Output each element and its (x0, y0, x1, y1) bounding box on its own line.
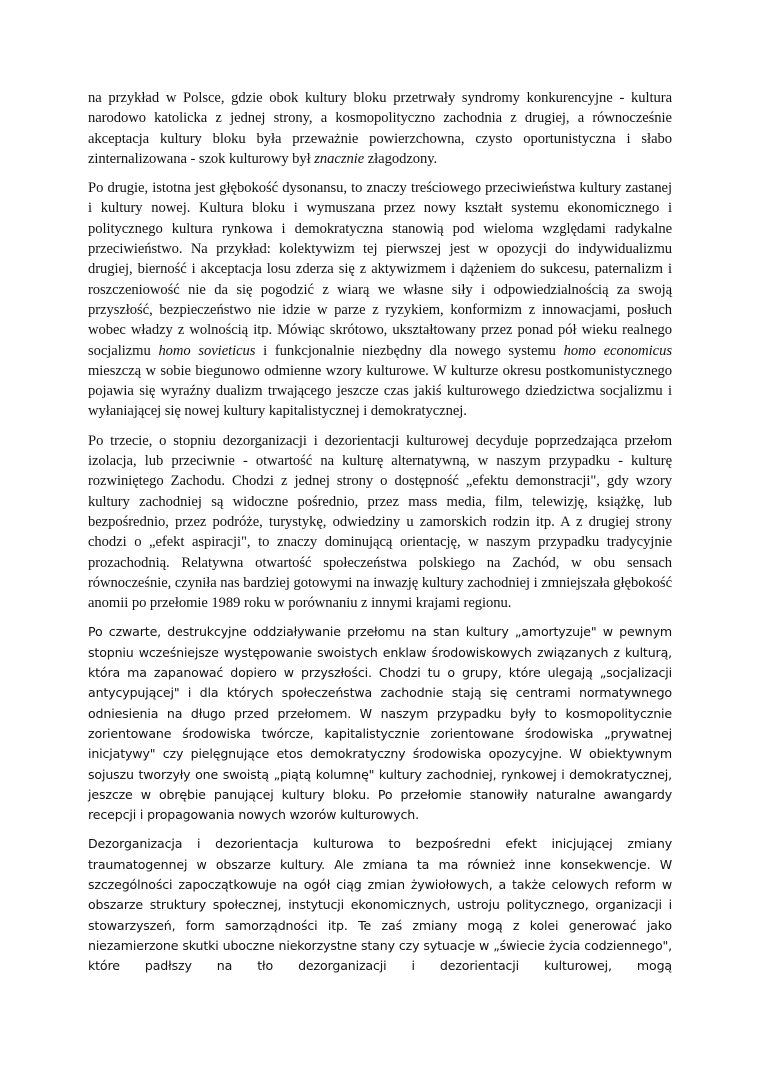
paragraph-2-emphasis-homo-economicus: homo economicus (563, 342, 672, 359)
paragraph-1-text-a: na przykład w Polsce, gdzie obok kultury bloku przetrwały syndromy konkurencyjne - kultura narodowo katolicka z jednej strony, a kosmopolityczno zachodnia z drugiej, a równocześnie akceptacja kultury bloku była przeważnie powierzchowna, czysto oportunistyczna i słabo zinternalizowana - szok kulturowy był (88, 90, 672, 167)
paragraph-2 (88, 178, 672, 422)
document-page (88, 88, 672, 985)
paragraph-2-emphasis-homo-sovieticus: homo sovieticus (158, 342, 256, 359)
paragraph-5: Dezorganizacja i dezorientacja kulturowa to bezpośredni efekt inicjującej zmiany traumatogennej w obszarze kultury. Ale zmiana ta ma również inne konsekwencje. W szczególności zapoczątkowuje na ogół ciąg zmian żywiołowych, a także celowych reform w obszarze struktury społecznej, instytucji ekonomicznych, ustroju politycznego, organizacji i stowarzyszeń, form samorządności itp. Te zaś zmiany mogą z kolei generować jako niezamierzone skutki uboczne niekorzystne stany czy sytuacje w „świecie życia codziennego", które padłszy na tło dezorganizacji i dezorientacji kulturowej, mogą (88, 836, 672, 974)
paragraph-1 (88, 88, 672, 169)
paragraph-2-text-a: Po drugie, istotna jest głębokość dysonansu, to znaczy treściowego przeciwieństwa kultury zastanej i kultury nowej. Kultura bloku i wymuszana przez nowy kształt systemu ekonomicznego i politycznego kultura rynkowa i demokratyczna stanowią pod wieloma względami radykalne przeciwieństwo. Na przykład: kolektywizm tej pierwszej jest w opozycji do indywidualizmu drugiej, bierność i akceptacja losu zderza się z aktywizmem i dążeniem do sukcesu, paternalizm i roszczeniowość nie da się pogodzić z wiarą we własne siły i odpowiedzialnością za swoją przyszłość, bezpieczeństwo nie idzie w parze z ryzykiem, konformizm z innowacjami, posłuch wobec władzy z wolnością itp. Mówiąc skrótowo, ukształtowany przez ponad pół wieku realnego socjalizmu (88, 180, 672, 359)
paragraph-1-emphasis: znacznie (314, 150, 365, 167)
paragraph-2-text-b: i funkcjonalnie niezbędny dla nowego systemu (255, 342, 564, 359)
paragraph-2-text-c: mieszczą w sobie biegunowo odmienne wzory kulturowe. W kulturze okresu postkomunistycznego pojawia się wyraźny dualizm trwającego jeszcze czas jakiś kulturowego dziedzictwa socjalizmu i wyłaniającej się nowej kultury kapitalistycznej i demokratycznej. (88, 362, 672, 420)
paragraph-4: Po czwarte, destrukcyjne oddziaływanie przełomu na stan kultury „amortyzuje" w pewnym stopniu wcześniejsze występowanie swoistych enklaw środowiskowych związanych z kulturą, która ma zapanować dopiero w przyszłości. Chodzi tu o grupy, które ulegają „socjalizacji antycypującej" i dla których społeczeństwa zachodnie stają się centrami normatywnego odniesienia na długo przed przełomem. W naszym przypadku były to kosmopolitycznie zorientowane środowiska twórcze, kapitalistycznie zorientowane środowiska „prywatnej inicjatywy" czy pielęgnujące etos demokratyczny środowiska opozycyjne. W obiektywnym sojuszu tworzyły one swoistą „piątą kolumnę" kultury zachodniej, rynkowej i demokratycznej, jeszcze w obrębie panującej kultury bloku. Po przełomie stanowiły naturalne awangardy recepcji i propagowania nowych wzorów kulturowych. (88, 624, 672, 823)
paragraph-1-text-b: złagodzony. (364, 150, 438, 167)
paragraph-3: Po trzecie, o stopniu dezorganizacji i dezorientacji kulturowej decyduje poprzedzająca przełom izolacja, lub przeciwnie - otwartość na kulturę alternatywną, w naszym przypadku - kulturę rozwiniętego Zachodu. Chodzi z jednej strony o dostępność „efektu demonstracji", gdy wzory kultury zachodniej są widoczne pośrednio, przez mass media, film, telewizję, książkę, lub bezpośrednio, przez podróże, turystykę, odwiedziny u zamorskich rodzin itp. A z drugiej strony chodzi o „efekt aspiracji", to znaczy dominującą orientację, w naszym przypadku tradycyjnie prozachodnią. Relatywna otwartość społeczeństwa polskiego na Zachód, w obu sensach równocześnie, czyniła nas bardziej gotowymi na inwazję kultury zachodniej i zmniejszała głębokość anomii po przełomie 1989 roku w porównaniu z innymi krajami regionu. (88, 432, 672, 612)
